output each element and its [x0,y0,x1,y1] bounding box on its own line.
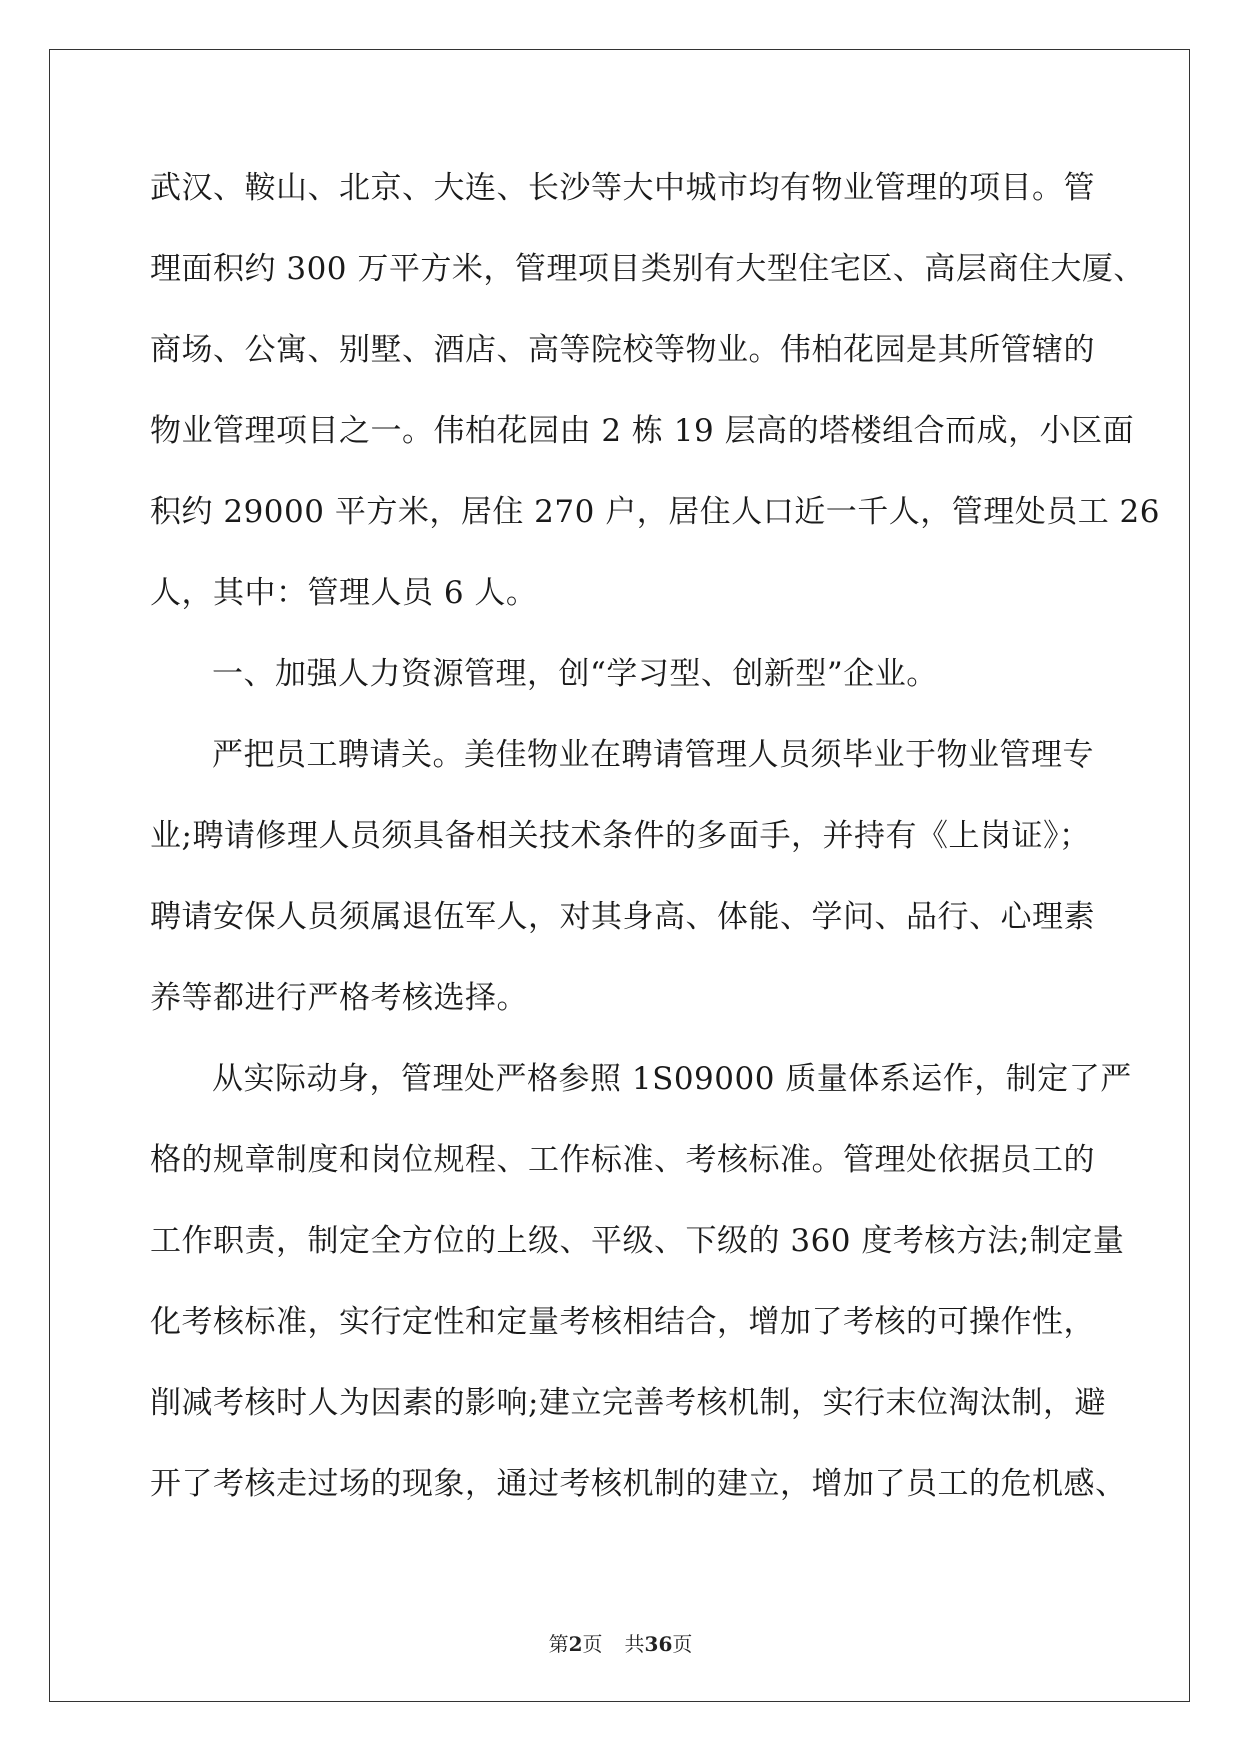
text-line: 商场、公寓、别墅、酒店、高等院校等物业。伟柏花园是其所管辖的 [150,332,1095,368]
total-pages: 36 [644,1632,673,1656]
total-suffix: 页 [672,1632,693,1656]
section-heading: 一、加强人力资源管理，创“学习型、创新型”企业。 [212,656,938,692]
text-line: 人，其中：管理人员 6 人。 [150,575,538,611]
text-line: 养等都进行严格考核选择。 [150,980,528,1016]
text-line: 削减考核时人为因素的影响;建立完善考核机制，实行末位淘汰制，避 [150,1385,1106,1421]
text-line: 积约 29000 平方米，居住 270 户，居住人口近一千人，管理处员工 26 [150,494,1160,530]
text-line: 化考核标准，实行定性和定量考核相结合，增加了考核的可操作性， [150,1304,1095,1340]
text-line: 物业管理项目之一。伟柏花园由 2 栋 19 层高的塔楼组合而成，小区面 [150,413,1135,449]
paragraph-start: 严把员工聘请关。美佳物业在聘请管理人员须毕业于物业管理专 [212,737,1094,773]
page-number: 2 [568,1632,583,1656]
text-line: 聘请安保人员须属退伍军人，对其身高、体能、学问、品行、心理素 [150,899,1095,935]
document-body [150,160,1160,1537]
text-line: 业;聘请修理人员须具备相关技术条件的多面手，并持有《上岗证》； [150,818,1091,854]
paragraph-start: 从实际动身，管理处严格参照 1S09000 质量体系运作，制定了严 [212,1061,1132,1097]
text-line: 理面积约 300 万平方米，管理项目类别有大型住宅区、高层商住大厦、 [150,251,1145,287]
text-line: 工作职责，制定全方位的上级、平级、下级的 360 度考核方法;制定量 [150,1223,1125,1259]
page-prefix: 第 [548,1632,569,1656]
page-suffix: 页 [582,1632,603,1656]
text-line: 开了考核走过场的现象，通过考核机制的建立，增加了员工的危机感、 [150,1466,1127,1502]
total-prefix: 共 [624,1632,645,1656]
text-line: 格的规章制度和岗位规程、工作标准、考核标准。管理处依据员工的 [150,1142,1095,1178]
text-line: 武汉、鞍山、北京、大连、长沙等大中城市均有物业管理的项目。管 [150,170,1095,206]
page-footer [0,1628,1241,1657]
